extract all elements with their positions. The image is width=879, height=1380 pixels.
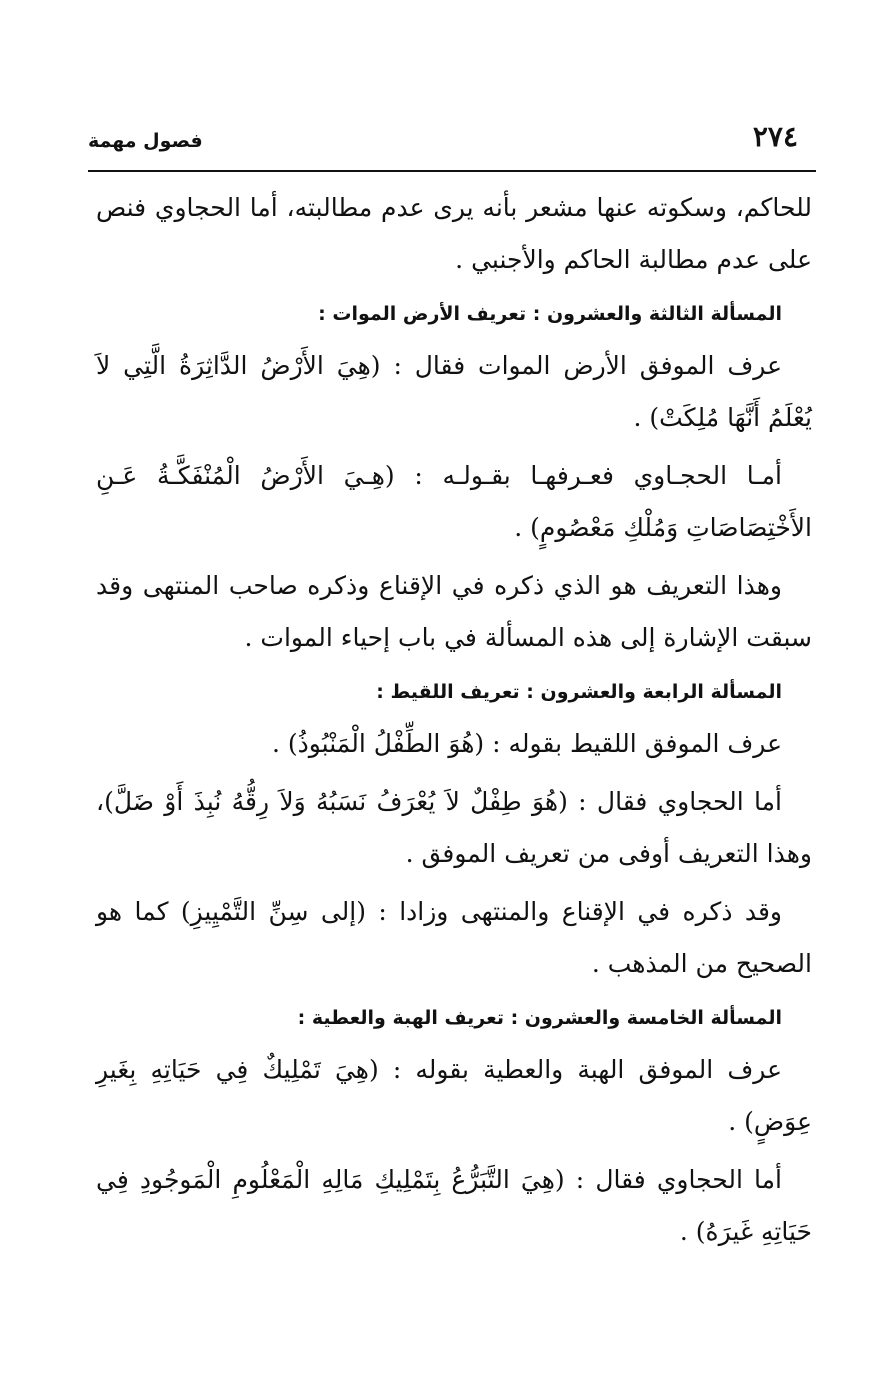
- paragraph: عرف الموفق اللقيط بقوله : (هُوَ الطِّفْلُ الْمَنْبُوذُ) .: [271, 729, 782, 758]
- paragraph: وهذا التعريف هو الذي ذكره في الإقناع وذكره صاحب المنتهى وقد سبقت الإشارة إلى هذه المسألة في باب إحياء الموات .: [96, 571, 812, 652]
- section-heading: المسألة الخامسة والعشرون : تعريف الهبة والعطية :: [297, 1007, 782, 1029]
- page-number: ٢٧٤: [752, 120, 798, 153]
- page-body: [96, 182, 812, 1264]
- paragraph: عرف الموفق الهبة والعطية بقوله : (هِيَ تَمْلِيكٌ فِي حَيَاتِهِ بِغَيرِ عِوَضٍ) .: [96, 1055, 812, 1136]
- page-header: [88, 116, 816, 172]
- paragraph: عرف الموفق الأرض الموات فقال : (هِيَ الأَرْضُ الدَّاثِرَةُ الَّتِي لاَ يُعْلَمُ أَنَّهَا مُلِكَتْ) .: [96, 351, 812, 432]
- header-rule: [88, 170, 816, 172]
- running-title: فصول مهمة: [88, 130, 203, 152]
- paragraph: وقد ذكره في الإقناع والمنتهى وزادا : (إلى سِنِّ التَّمْيِيزِ) كما هو الصحيح من المذهب .: [96, 897, 812, 978]
- paragraph: للحاكم، وسكوته عنها مشعر بأنه يرى عدم مطالبته، أما الحجاوي فنص على عدم مطالبة الحاكم والأجنبي .: [96, 193, 812, 274]
- paragraph: أما الحجاوي فقال : (هِيَ التَّبَرُّعُ بِتَمْلِيكِ مَالِهِ الْمَعْلُومِ الْمَوجُودِ فِي حَيَاتِهِ غَيرَهُ) .: [96, 1165, 812, 1246]
- paragraph: أمـا الحجـاوي فعـرفهـا بقـولـه : (هِـيَ الأَرْضُ الْمُنْفَكَّـةُ عَـنِ الأَخْتِصَاصَاتِ وَمُلْكِ مَعْصُومٍ) .: [96, 461, 812, 542]
- section-heading: المسألة الثالثة والعشرون : تعريف الأرض الموات :: [318, 303, 782, 325]
- section-heading: المسألة الرابعة والعشرون : تعريف اللقيط :: [376, 681, 782, 703]
- paragraph: أما الحجاوي فقال : (هُوَ طِفْلٌ لاَ يُعْرَفُ نَسَبُهُ وَلاَ رِقُّهُ نُبِذَ أَوْ ضَلَّ)، وهذا التعريف أوفى من تعريف الموفق .: [96, 787, 812, 868]
